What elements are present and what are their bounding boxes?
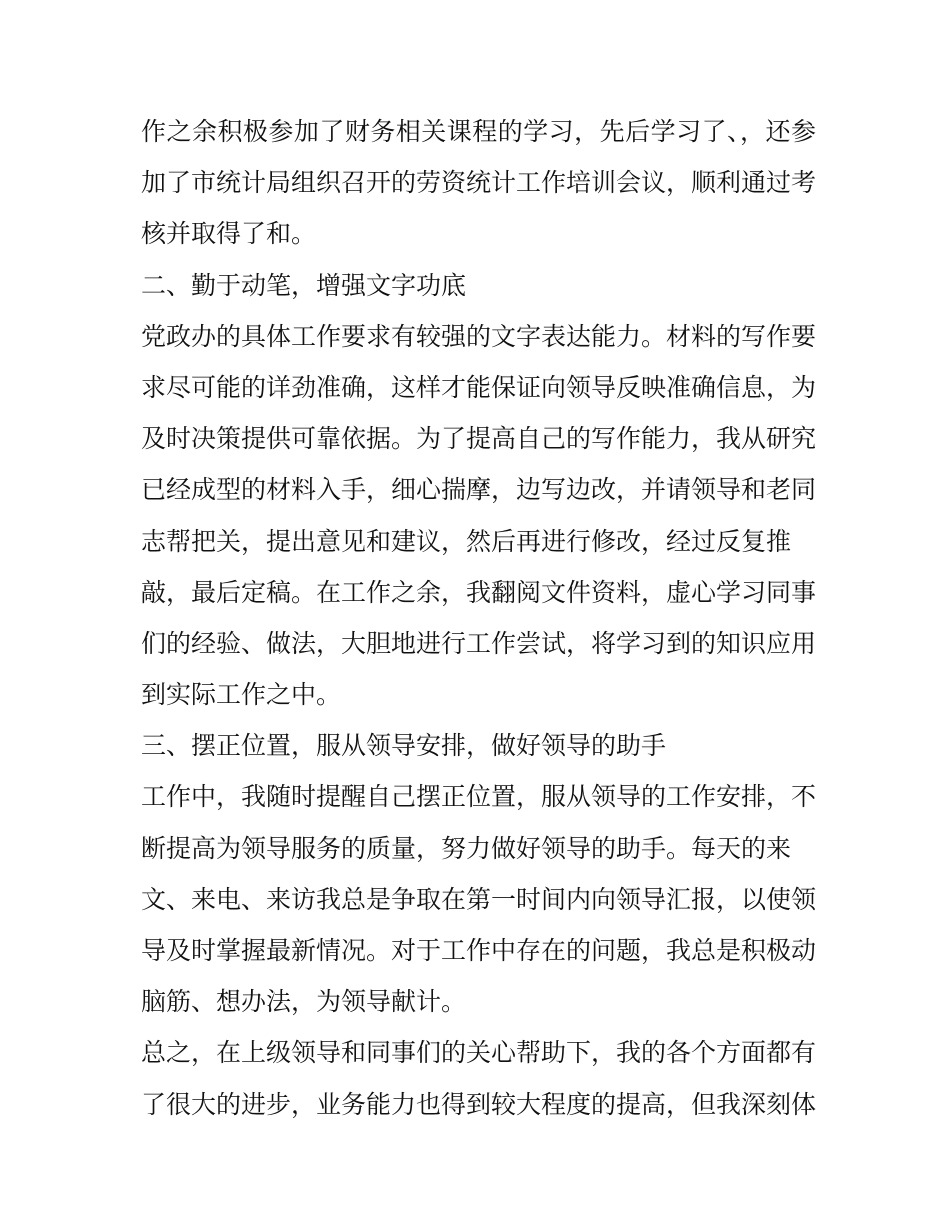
text-line-1: 作之余积极参加了财务相关课程的学习，先后学习了、，还参 — [141, 117, 816, 146]
text-line-3: 核并取得了和。 — [141, 219, 317, 249]
text-line-15: 断提高为领导服务的质量，努力做好领导的助手。每天的来 — [141, 833, 792, 863]
text-line-10: 敲，最后定稿。在工作之余，我翻阅文件资料，虚心学习同事 — [141, 577, 816, 607]
section-heading-3: 三、摆正位置，服从领导安排，做好领导的助手 — [141, 731, 667, 761]
text-line-18: 脑筋、想办法，为领导献计。 — [141, 987, 467, 1017]
text-line-11: 们的经验、做法，大胆地进行工作尝试，将学习到的知识应用 — [141, 628, 816, 658]
text-line-19: 总之，在上级领导和同事们的关心帮助下，我的各个方面都有 — [141, 1038, 816, 1068]
text-line-12: 到实际工作之中。 — [141, 680, 342, 710]
text-line-16: 文、来电、来访我总是争取在第一时间内向领导汇报，以使领 — [141, 884, 816, 914]
document-body — [141, 106, 816, 1130]
text-line-17: 导及时掌握最新情况。对于工作中存在的问题，我总是积极动 — [141, 936, 816, 965]
text-line-6: 求尽可能的详劲准确，这样才能保证向领导反映准确信息，为 — [141, 372, 816, 402]
text-line-20: 了很大的进步，业务能力也得到较大程度的提高，但我深刻体 — [141, 1089, 816, 1119]
section-heading-2: 二、勤于动笔，增强文字功底 — [141, 270, 467, 300]
text-line-7: 及时决策提供可靠依据。为了提高自己的写作能力，我从研究 — [141, 424, 816, 454]
text-line-8: 已经成型的材料入手，细心揣摩，边写边改，并请领导和老同 — [141, 475, 816, 505]
text-line-14: 工作中，我随时提醒自己摆正位置，服从领导的工作安排，不 — [141, 782, 816, 812]
text-line-2: 加了市统计局组织召开的劳资统计工作培训会议，顺利通过考 — [141, 168, 816, 198]
text-line-9: 志帮把关，提出意见和建议，然后再进行修改，经过反复推 — [141, 526, 792, 556]
text-line-5: 党政办的具体工作要求有较强的文字表达能力。材料的写作要 — [141, 321, 816, 351]
